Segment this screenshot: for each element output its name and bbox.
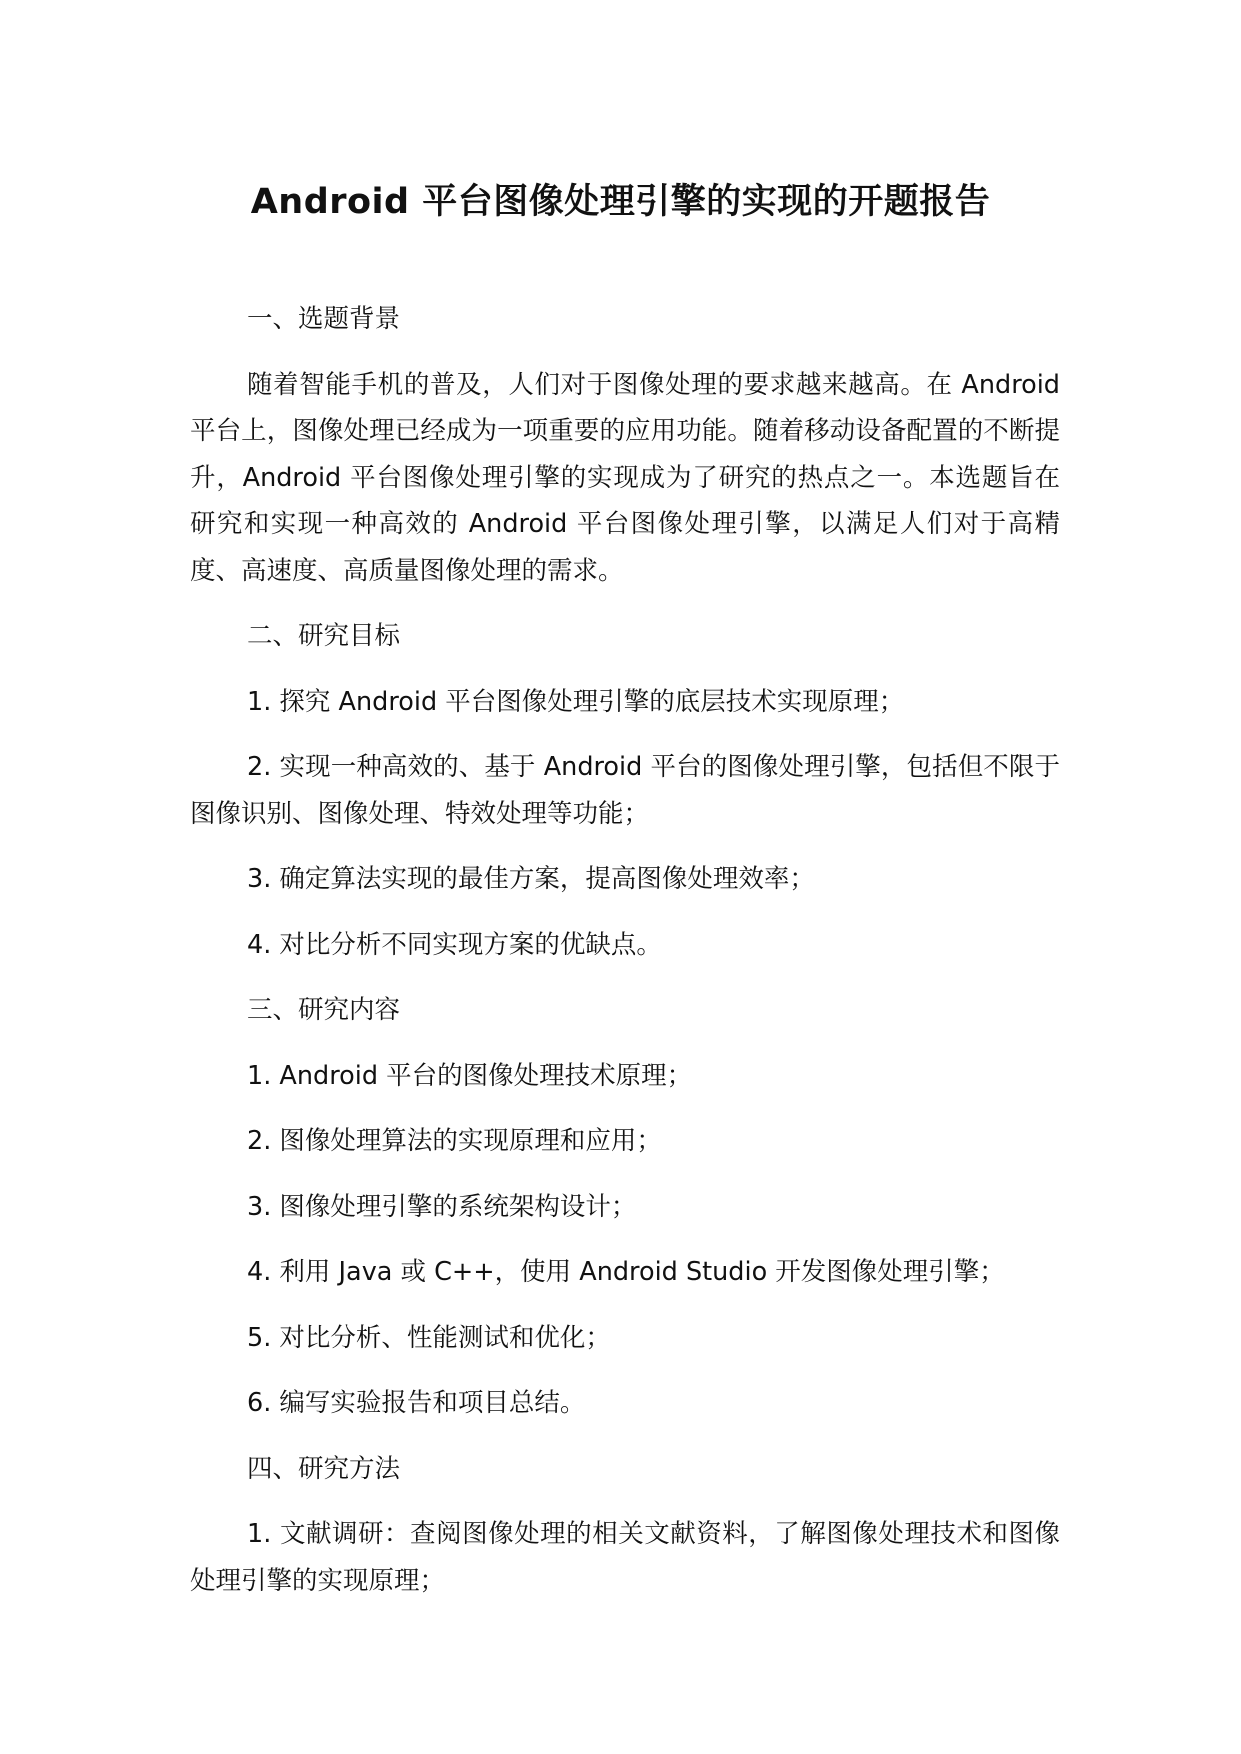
background-paragraph: 随着智能手机的普及，人们对于图像处理的要求越来越高。在 Android 平台上，图像处理已经成为一项重要的应用功能。随着移动设备配置的不断提升，Android 平台图像处理引擎的实现成为了研究的热点之一。本选题旨在研究和实现一种高效的 Android 平台图像处理引擎，以满足人们对于高精度、高速度、高质量图像处理的需求。: [190, 369, 1060, 586]
content-item-3: 3. 图像处理引擎的系统架构设计；: [247, 1191, 637, 1222]
content-item-1: 1. Android 平台的图像处理技术原理；: [247, 1060, 693, 1091]
content-item-5: 5. 对比分析、性能测试和优化；: [247, 1322, 611, 1353]
goal-item-2: 2. 实现一种高效的、基于 Android 平台的图像处理引擎，包括但不限于图像识别、图像处理、特效处理等功能；: [190, 752, 1060, 829]
section-heading-methods: 四、研究方法: [247, 1453, 401, 1484]
document-title: Android 平台图像处理引擎的实现的开题报告: [250, 182, 991, 222]
content-item-4: 4. 利用 Java 或 C++，使用 Android Studio 开发图像处理引擎；: [247, 1257, 1005, 1287]
content-item-2: 2. 图像处理算法的实现原理和应用；: [247, 1126, 662, 1156]
goal-item-3: 3. 确定算法实现的最佳方案，提高图像处理效率；: [247, 864, 815, 894]
document-body: [190, 296, 1060, 1623]
method-item-1: 1. 文献调研：查阅图像处理的相关文献资料，了解图像处理技术和图像处理引擎的实现原理；: [190, 1519, 1060, 1596]
section-heading-content: 三、研究内容: [247, 995, 401, 1025]
goal-item-1: 1. 探究 Android 平台图像处理引擎的底层技术实现原理；: [247, 686, 905, 717]
goal-item-4: 4. 对比分析不同实现方案的优缺点。: [247, 929, 662, 960]
section-heading-goals: 二、研究目标: [247, 621, 401, 651]
content-item-6: 6. 编写实验报告和项目总结。: [247, 1388, 586, 1418]
section-heading-background: 一、选题背景: [247, 304, 401, 334]
